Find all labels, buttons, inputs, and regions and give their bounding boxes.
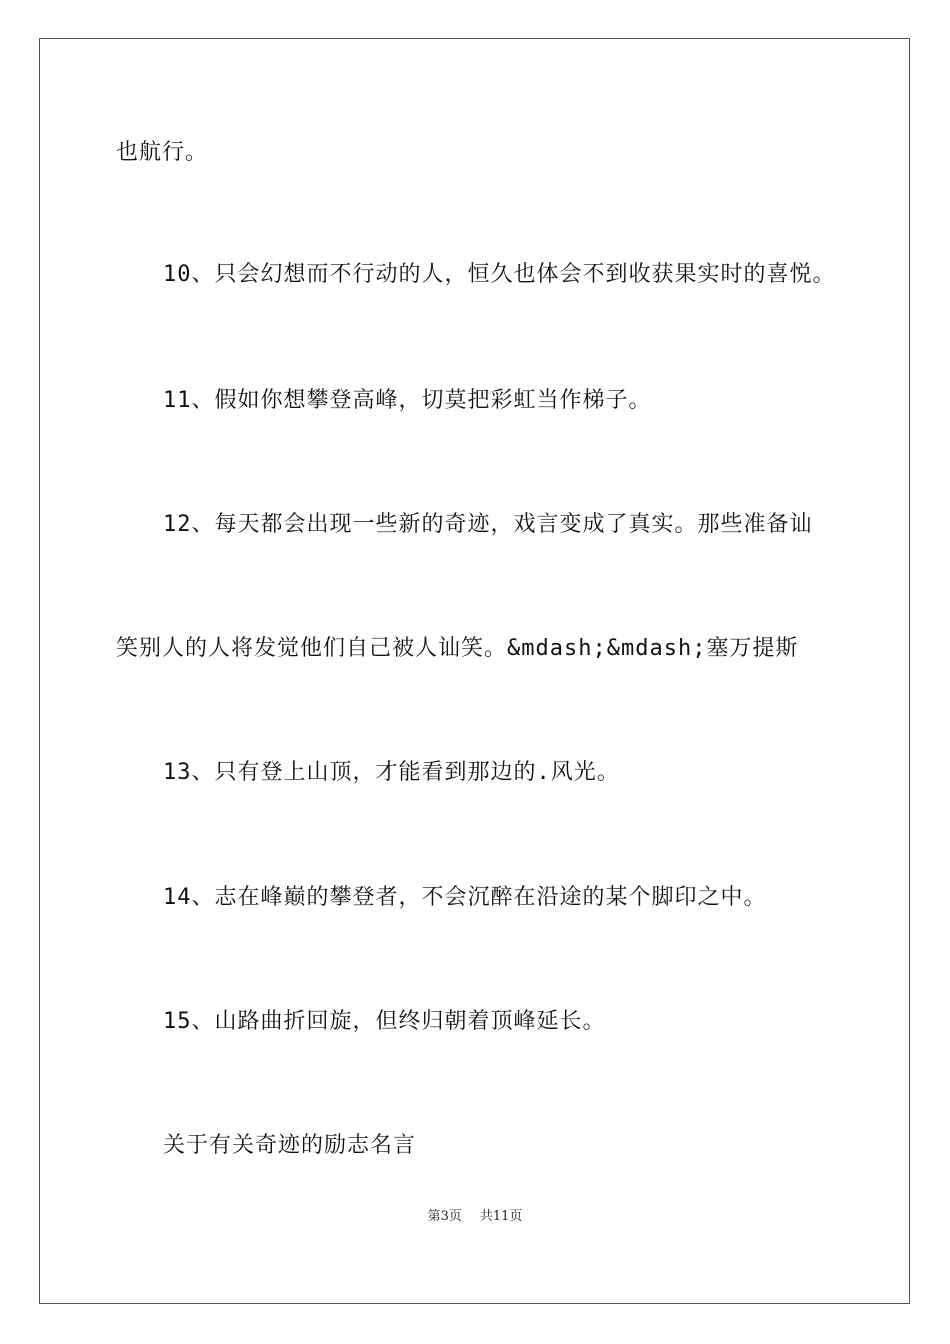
page-number: 第3页 [427, 1209, 462, 1224]
page-total: 共11页 [479, 1209, 523, 1224]
text-line-3: 11、假如你想攀登高峰，切莫把彩虹当作梯子。 [163, 388, 652, 413]
text-line-9: 关于有关奇迹的励志名言 [163, 1133, 417, 1158]
text-line-4: 12、每天都会出现一些新的奇迹，戏言变成了真实。那些准备讪 [163, 512, 813, 537]
text-line-1: 也航行。 [116, 140, 209, 165]
page-border [39, 38, 910, 1304]
text-line-8: 15、山路曲折回旋，但终归朝着顶峰延长。 [163, 1009, 606, 1034]
text-line-2: 10、只会幻想而不行动的人，恒久也体会不到收获果实时的喜悦。 [163, 262, 836, 287]
page-footer [0, 1209, 950, 1225]
text-line-6: 13、只有登上山顶，才能看到那边的.风光。 [163, 760, 620, 785]
text-line-7: 14、志在峰巅的攀登者，不会沉醉在沿途的某个脚印之中。 [163, 885, 767, 910]
text-line-5: 笑别人的人将发觉他们自己被人讪笑。&mdash;&mdash;塞万提斯 [116, 636, 799, 661]
